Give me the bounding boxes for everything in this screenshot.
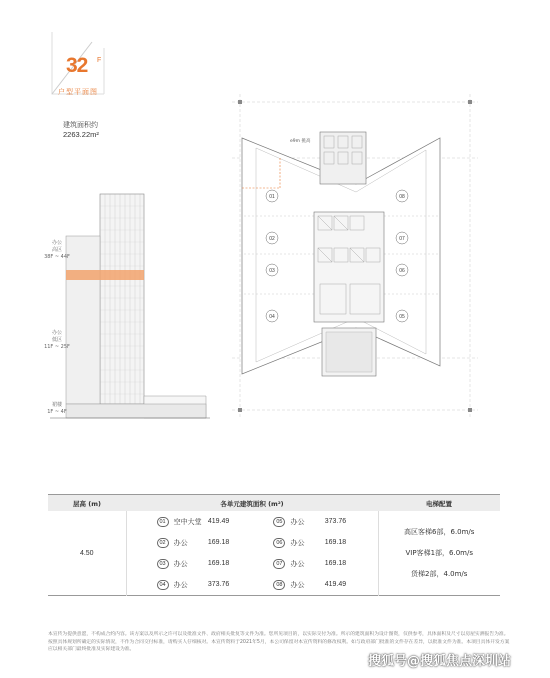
unit-code-08: 08: [273, 580, 285, 590]
floor-suffix: F: [97, 57, 102, 64]
unit-name-02: 办公: [173, 538, 188, 547]
unit-name-04: 办公: [173, 580, 188, 589]
zone-low-name: 办公 低区: [51, 330, 62, 343]
zone-podium-name: 裙楼: [51, 402, 62, 408]
disclaimer-text: 本宣传为提供意愿，不构成合约内容。该方案以及所示之许可以及批准文件、政府相关批复等文件为准。您所见项目的，以实际交付为准。所示的建筑面积为设计图资，仅供参考，具体面积及尺寸以房屋实测报告为准。按照具体规划所确定的实际情况，不作为合同交付标准，请购买人仔细核对。本宣传资料于2021年5月，本公司保留对本宣传资料的修改权利。如与政府部门批准的文件存在差异，以批准文件为准。本项目具体开发方案应以相关部门最终批准及实际建设为准。: [48, 632, 510, 652]
plan-unit-07: 07: [399, 236, 405, 242]
zone-low-floors: 11F ~ 25F: [44, 344, 70, 350]
zone-podium: [42, 402, 72, 416]
badge-subtitle: 户型平面图: [58, 88, 98, 96]
unit-area-table: [48, 494, 500, 596]
elevator-high-zone: 高区客梯6部，6.0m/s: [404, 527, 475, 536]
unit-row-04: [157, 575, 230, 594]
elevator-vip: VIP客梯1部，6.0m/s: [405, 548, 473, 557]
plan-top-note: e9m 挑高: [290, 139, 311, 144]
unit-name-05: 办公: [290, 517, 305, 526]
current-floor-highlight: [66, 270, 144, 280]
unit-name-01: 空中大堂: [173, 517, 202, 526]
unit-area-02: 169.18: [207, 539, 230, 546]
plan-unit-04: 04: [269, 314, 275, 320]
unit-row-03: [157, 554, 230, 573]
area-label: 建筑面积约: [63, 121, 98, 129]
zone-podium-floors: 1F ~ 4F: [47, 409, 67, 415]
unit-row-06: [273, 533, 346, 552]
unit-code-02: 02: [157, 538, 169, 548]
unit-area-05: 373.76: [324, 518, 347, 525]
unit-code-05: 05: [273, 517, 285, 527]
unit-name-07: 办公: [290, 559, 305, 568]
zone-high: [42, 240, 72, 261]
unit-area-01: 419.49: [207, 518, 230, 525]
unit-code-06: 06: [273, 538, 285, 548]
floor-badge: [48, 32, 108, 98]
unit-area-07: 169.18: [324, 560, 347, 567]
elevator-freight: 货梯2部，4.0m/s: [411, 569, 468, 578]
header-unit-area: 各单元建筑面积 (m²): [126, 495, 378, 512]
plan-unit-05: 05: [399, 314, 405, 320]
unit-area-06: 169.18: [324, 539, 347, 546]
header-floor-height: 层高 (m): [48, 495, 126, 512]
unit-row-02: [157, 533, 230, 552]
unit-name-06: 办公: [290, 538, 305, 547]
unit-code-01: 01: [157, 517, 169, 527]
unit-area-08: 419.49: [324, 581, 347, 588]
header-elevators: 电梯配置: [378, 495, 500, 512]
plan-unit-08: 08: [399, 194, 405, 200]
floor-plan-drawing: [226, 88, 484, 424]
unit-area-04: 373.76: [207, 581, 230, 588]
unit-area-03: 169.18: [207, 560, 230, 567]
plan-unit-02: 02: [269, 236, 275, 242]
area-value: 2263.22m²: [63, 130, 99, 139]
unit-row-08: [273, 575, 346, 594]
unit-row-07: [273, 554, 346, 573]
unit-name-03: 办公: [173, 559, 188, 568]
plan-unit-06: 06: [399, 268, 405, 274]
unit-row-05: [273, 512, 346, 531]
zone-high-name: 办公 高区: [51, 240, 62, 253]
source-watermark: 搜狐号@搜狐焦点深圳站: [368, 654, 512, 669]
unit-row-01: [157, 512, 230, 531]
floor-height-value: 4.50: [48, 511, 126, 596]
unit-code-03: 03: [157, 559, 169, 569]
unit-name-08: 办公: [290, 580, 305, 589]
plan-unit-01: 01: [269, 194, 275, 200]
zone-high-floors: 38F ~ 44F: [44, 254, 70, 260]
plan-unit-03: 03: [269, 268, 275, 274]
tower-elevation-drawing: [50, 186, 220, 486]
floor-number: 32: [66, 54, 88, 77]
unit-code-07: 07: [273, 559, 285, 569]
zone-low: [42, 330, 72, 351]
unit-code-04: 04: [157, 580, 169, 590]
